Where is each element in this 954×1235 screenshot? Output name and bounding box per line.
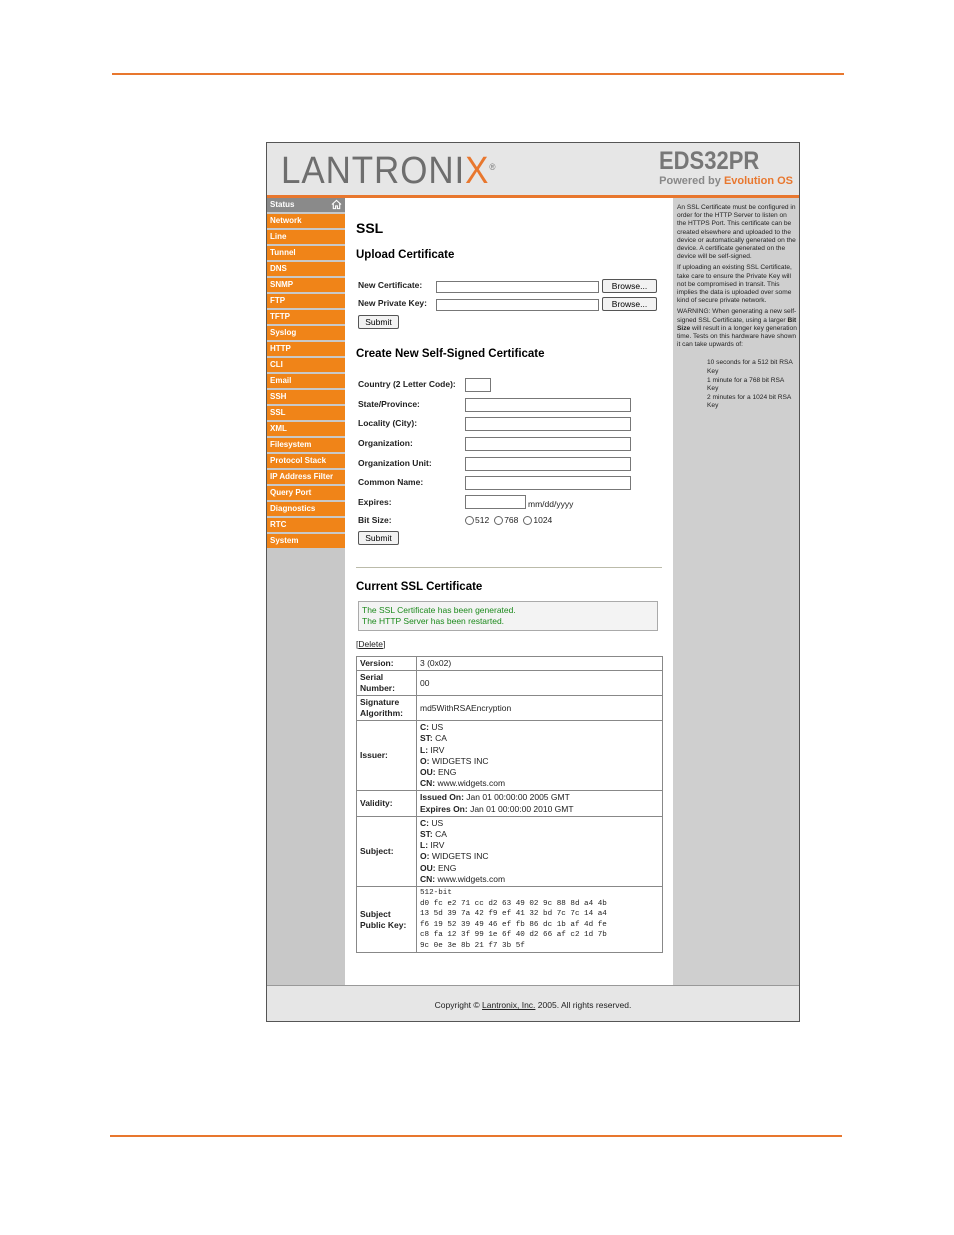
- new-certificate-label: New Certificate:: [358, 280, 423, 290]
- radio-768[interactable]: [494, 516, 503, 525]
- table-row: [357, 791, 663, 816]
- delete-link-wrap: [Delete]: [356, 639, 386, 649]
- locality-input[interactable]: [465, 417, 631, 431]
- validity-value: Issued On: Jan 01 00:00:00 2005 GMT Expires On: Jan 01 00:00:00 2010 GMT: [417, 791, 663, 816]
- home-icon[interactable]: [331, 199, 342, 210]
- state-label: State/Province:: [358, 399, 420, 409]
- sidebar-item-http[interactable]: HTTP: [267, 342, 345, 358]
- sidebar-item-snmp[interactable]: SNMP: [267, 278, 345, 294]
- expires-label: Expires:: [358, 497, 392, 507]
- sidebar: [267, 198, 345, 985]
- sidebar-nav-list: [267, 214, 345, 550]
- main-content: [345, 198, 673, 985]
- public-key-value: 512-bit d0 fc e2 71 cc d2 63 49 02 9c 88 8d a4 4b 13 5d 39 7a 42 f9 ef 41 32 bd 7c 7c 14 a4 f6 19 52 39 49 46 ef fb 86 dc 1b af 4d fe c8 fa 12 3f 99 1e 6f 40 d2 66 af c2 1d 7b 9c 0e 3e 8b 21 f7 3b 5f: [417, 887, 663, 953]
- help-paragraph-2: If uploading an existing SSL Certificate, take care to ensure the Private Key will not be compromised in transit. This implies the data is uploaded over some kind of secure private network.: [677, 264, 792, 305]
- issuer-label: Issuer:: [357, 721, 417, 791]
- organization-unit-label: Organization Unit:: [358, 458, 432, 468]
- public-key-label: Subject Public Key:: [357, 887, 417, 953]
- sidebar-item-status[interactable]: Status: [267, 198, 345, 214]
- footer: [267, 985, 799, 1022]
- list-item: 2 minutes for a 1024 bit RSA Key: [707, 394, 791, 410]
- browser-page: [266, 142, 800, 1022]
- help-timing-list: [677, 359, 797, 410]
- delete-link[interactable]: Delete: [358, 639, 383, 649]
- powered-by: Powered by Evolution OS: [659, 175, 793, 187]
- table-row: [357, 671, 663, 696]
- bit-size-label: Bit Size:: [358, 515, 392, 525]
- upload-heading: Upload Certificate: [356, 249, 455, 261]
- bit-size-options: [465, 515, 555, 525]
- sidebar-item-email[interactable]: Email: [267, 374, 345, 390]
- common-name-input[interactable]: [465, 476, 631, 490]
- sidebar-item-tunnel[interactable]: Tunnel: [267, 246, 345, 262]
- browse-private-key-button[interactable]: Browse...: [602, 297, 657, 311]
- new-private-key-input[interactable]: [436, 299, 599, 311]
- header: [267, 143, 799, 195]
- create-heading: Create New Self-Signed Certificate: [356, 348, 545, 360]
- organization-unit-input[interactable]: [465, 457, 631, 471]
- issuer-value: C: US ST: CA L: IRV O: WIDGETS INC OU: ENG CN: www.widgets.com: [417, 721, 663, 791]
- version-value: 3 (0x02): [417, 657, 663, 671]
- sidebar-item-network[interactable]: Network: [267, 214, 345, 230]
- organization-label: Organization:: [358, 438, 413, 448]
- subject-value: C: US ST: CA L: IRV O: WIDGETS INC OU: ENG CN: www.widgets.com: [417, 816, 663, 886]
- new-private-key-label: New Private Key:: [358, 298, 427, 308]
- help-panel: [673, 198, 799, 985]
- section-divider: [356, 567, 662, 568]
- common-name-label: Common Name:: [358, 477, 424, 487]
- table-row: [357, 721, 663, 791]
- help-paragraph-1: An SSL Certificate must be configured in order for the HTTP Server to listen on the HTTPS Port. This certificate can be created elsewhere and uploaded to the device or automatically generated on the device. A certificate generated on the device will be self-signed.: [677, 204, 796, 261]
- bit-size-512-option[interactable]: 512: [465, 515, 489, 525]
- page-title: SSL: [356, 220, 384, 236]
- status-message-restarted: The HTTP Server has been restarted.: [362, 616, 505, 626]
- copyright-text: Copyright © Lantronix, Inc. 2005. All rights reserved.: [434, 1000, 632, 1010]
- sidebar-item-query-port[interactable]: Query Port: [267, 486, 345, 502]
- signature-algorithm-label: Signature Algorithm:: [357, 696, 417, 721]
- sidebar-item-xml[interactable]: XML: [267, 422, 345, 438]
- sidebar-item-protocol-stack[interactable]: Protocol Stack: [267, 454, 345, 470]
- create-submit-button[interactable]: Submit: [358, 531, 399, 545]
- list-item: 1 minute for a 768 bit RSA Key: [707, 376, 784, 393]
- validity-label: Validity:: [357, 791, 417, 816]
- serial-number-value: 00: [417, 671, 663, 696]
- certificate-table: [356, 656, 663, 953]
- sidebar-item-cli[interactable]: CLI: [267, 358, 345, 374]
- table-row: [357, 696, 663, 721]
- upload-submit-button[interactable]: Submit: [358, 315, 399, 329]
- sidebar-item-ssh[interactable]: SSH: [267, 390, 345, 406]
- table-row: [357, 887, 663, 953]
- version-label: Version:: [357, 657, 417, 671]
- bit-size-1024-option[interactable]: 1024: [523, 515, 552, 525]
- sidebar-item-system[interactable]: System: [267, 534, 345, 550]
- sidebar-item-ssl[interactable]: SSL: [267, 406, 345, 422]
- expires-input[interactable]: [465, 495, 526, 509]
- product-name: EDS32PR: [659, 147, 760, 175]
- organization-input[interactable]: [465, 437, 631, 451]
- serial-number-label: Serial Number:: [357, 671, 417, 696]
- country-label: Country (2 Letter Code):: [358, 379, 456, 389]
- radio-1024[interactable]: [523, 516, 532, 525]
- sidebar-item-diagnostics[interactable]: Diagnostics: [267, 502, 345, 518]
- new-certificate-input[interactable]: [436, 281, 599, 293]
- list-item: 10 seconds for a 512 bit RSA Key: [707, 359, 793, 375]
- sidebar-item-ip-address-filter[interactable]: IP Address Filter: [267, 470, 345, 486]
- sidebar-item-ftp[interactable]: FTP: [267, 294, 345, 310]
- status-message-box: [358, 601, 658, 631]
- radio-512[interactable]: [465, 516, 474, 525]
- status-message-generated: The SSL Certificate has been generated.: [362, 605, 516, 615]
- sidebar-item-tftp[interactable]: TFTP: [267, 310, 345, 326]
- sidebar-item-line[interactable]: Line: [267, 230, 345, 246]
- browse-certificate-button[interactable]: Browse...: [602, 279, 657, 293]
- state-input[interactable]: [465, 398, 631, 412]
- country-input[interactable]: [465, 378, 491, 392]
- expires-format-hint: mm/dd/yyyy: [528, 499, 574, 509]
- current-cert-heading: Current SSL Certificate: [356, 581, 483, 593]
- sidebar-item-filesystem[interactable]: Filesystem: [267, 438, 345, 454]
- sidebar-item-dns[interactable]: DNS: [267, 262, 345, 278]
- table-row: [357, 816, 663, 886]
- sidebar-item-syslog[interactable]: Syslog: [267, 326, 345, 342]
- bit-size-768-option[interactable]: 768: [494, 515, 518, 525]
- product-branding: [659, 147, 793, 188]
- sidebar-item-rtc[interactable]: RTC: [267, 518, 345, 534]
- page-top-rule: [112, 73, 844, 75]
- lantronix-link[interactable]: Lantronix, Inc.: [482, 1000, 536, 1010]
- locality-label: Locality (City):: [358, 418, 418, 428]
- table-row: [357, 657, 663, 671]
- subject-label: Subject:: [357, 816, 417, 886]
- signature-algorithm-value: md5WithRSAEncryption: [417, 696, 663, 721]
- help-paragraph-3: WARNING: When generating a new self-signed SSL Certificate, using a larger Bit Size will result in a longer key generation time. Tests on this hardware have shown it can take upwards of:: [677, 308, 797, 349]
- page-bottom-rule: [110, 1135, 842, 1137]
- lantronix-logo: LANTRONIX®: [281, 150, 497, 192]
